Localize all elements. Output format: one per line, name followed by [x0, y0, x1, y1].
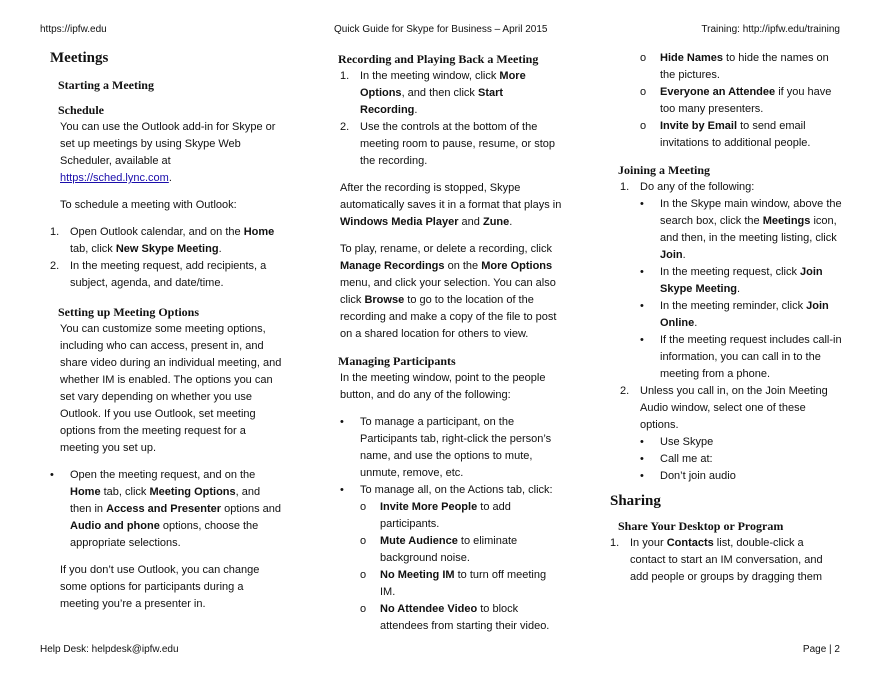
actions-sublist [360, 499, 562, 635]
options-paragraph: You can customize some meeting options, including who can access, present in, and share video during an individual meeting, and whether IM is enabled. The options you can set vary depending on whether you use Outlook. If you use Outlook, set meeting options from the meeting request for a meeting you set up. [60, 323, 282, 454]
heading-starting-meeting: Starting a Meeting [58, 78, 154, 92]
header-center: Quick Guide for Skype for Business – April 2015 [334, 24, 548, 35]
managing-list [340, 414, 562, 635]
recording-steps [340, 68, 562, 170]
list-item: 2. Use the controls at the bottom of the meeting room to pause, resume, or stop the recording. [340, 121, 556, 167]
options-list [50, 467, 282, 552]
sub-bullet-icon: o [640, 120, 647, 132]
bullet-icon: • [640, 470, 644, 482]
list-item: o No Meeting IM to turn off meeting IM. [360, 569, 547, 598]
header-left: https://ipfw.edu [40, 24, 107, 35]
list-item: o Invite by Email to send email invitations to additional people. [640, 120, 811, 149]
heading-managing-participants: Managing Participants [338, 354, 456, 368]
bullet-icon: • [340, 416, 344, 428]
list-item: • If the meeting request includes call-in information, you can call in to the meeting from a phone. [640, 334, 842, 380]
list-item: • Open the meeting request, and on the Home tab, click Meeting Options, and then in Access and Presenter options and Audio and phone options, choose the appropriate selections. [50, 469, 281, 549]
list-item: o Hide Names to hide the names on the pictures. [640, 52, 829, 81]
list-item: 2. Unless you call in, on the Join Meeting Audio window, select one of these options. • Use Skype • Call me at: • Don’t join audio [610, 383, 842, 485]
options-no-outlook: If you don’t use Outlook, you can change some options for participants during a meeting you’re a presenter in. [60, 564, 260, 610]
list-item: • Use Skype [640, 434, 842, 451]
bullet-icon: • [640, 453, 644, 465]
schedule-outlook-text: To schedule a meeting with Outlook: [60, 199, 237, 211]
list-item: 1. In your Contacts list, double-click a contact to start an IM conversation, and add people or groups by dragging them [610, 537, 823, 583]
managing-paragraph: In the meeting window, point to the people button, and do any of the following: [340, 372, 546, 401]
list-item: o Mute Audience to eliminate background noise. [360, 535, 518, 564]
sub-bullet-icon: o [360, 535, 367, 547]
list-item: 2. In the meeting request, add recipients, a subject, agenda, and date/time. [50, 260, 267, 289]
column-2 [340, 50, 562, 635]
bullet-icon: • [640, 436, 644, 448]
column-3 [610, 50, 842, 586]
list-item: • In the meeting request, click Join Skype Meeting. [640, 266, 823, 295]
column-1 [50, 50, 282, 613]
sub-bullet-icon: o [360, 603, 367, 615]
sub-bullet-icon: o [640, 86, 647, 98]
section-title-meetings: Meetings [50, 50, 109, 66]
list-item: • In the meeting reminder, click Join Online. [640, 300, 829, 329]
recording-saved-paragraph: After the recording is stopped, Skype automatically saves it in a format that plays in Windows Media Player and Zune. [340, 182, 562, 228]
manage-recordings-paragraph: To play, rename, or delete a recording, click Manage Recordings on the More Options menu, and click your selection. You can also click Browse to go to the location of the recording and make a copy of the file to post on a shared location for others to view. [340, 243, 557, 340]
footer-left: Help Desk: helpdesk@ipfw.edu [40, 644, 179, 655]
heading-meeting-options: Setting up Meeting Options [58, 305, 200, 319]
list-item: o Everyone an Attendee if you have too many presenters. [640, 86, 832, 115]
list-item: • To manage all, on the Actions tab, click: o Invite More People to add participants. o Mute Audience to eliminate background noise. o No Meeting IM to turn off meeting IM. o No Attendee Video to block attendees from starting their video. [340, 482, 562, 635]
schedule-paragraph: You can use the Outlook add-in for Skype or set up meetings by using Skype Web Scheduler, available at https://sched.lync.com. [60, 121, 276, 184]
sub-bullet-icon: o [640, 52, 647, 64]
list-item: o Invite More People to add participants. [360, 501, 511, 530]
list-item: • Don’t join audio [640, 468, 842, 485]
heading-share-desktop: Share Your Desktop or Program [618, 519, 784, 533]
sharing-steps [610, 535, 842, 586]
bullet-icon: • [340, 484, 344, 496]
list-item: • In the Skype main window, above the search box, click the Meetings icon, and then, in the meeting listing, click Join. [640, 198, 842, 261]
joining-options [640, 196, 842, 383]
joining-steps [610, 179, 842, 485]
sched-lync-link[interactable]: https://sched.lync.com [60, 172, 169, 184]
list-item: 1. Open Outlook calendar, and on the Home tab, click New Skype Meeting. [50, 226, 275, 255]
heading-joining-meeting: Joining a Meeting [618, 163, 710, 177]
bullet-icon: • [640, 300, 644, 312]
footer-right: Page | 2 [802, 644, 840, 655]
heading-schedule: Schedule [58, 103, 105, 117]
list-item: o No Attendee Video to block attendees from starting their video. [360, 603, 550, 632]
list-item: • To manage a participant, on the Participants tab, right-click the person’s name, and use the options to mute, unmute, remove, etc. [340, 416, 552, 479]
bullet-icon: • [640, 334, 644, 346]
list-item: 1. In the meeting window, click More Options, and then click Start Recording. [340, 70, 526, 116]
bullet-icon: • [640, 198, 644, 210]
bullet-icon: • [50, 469, 54, 481]
section-title-sharing: Sharing [610, 493, 661, 509]
heading-recording: Recording and Playing Back a Meeting [338, 52, 539, 66]
sub-bullet-icon: o [360, 569, 367, 581]
audio-options [640, 434, 842, 485]
header-right: Training: http://ipfw.edu/training [701, 24, 840, 35]
sub-bullet-icon: o [360, 501, 367, 513]
actions-sublist-continued [640, 50, 842, 152]
list-item: • Call me at: [640, 451, 842, 468]
schedule-steps [50, 224, 282, 292]
bullet-icon: • [640, 266, 644, 278]
list-item: 1. Do any of the following: • In the Skype main window, above the search box, click the Meetings icon, and then, in the meeting listing, click Join. • In the meeting request, click Join Skype Meeting. • In the meeting reminder, click Join Online. • If the meeting request includes call-in information, you can call in to the meeting from a phone. [610, 179, 842, 383]
